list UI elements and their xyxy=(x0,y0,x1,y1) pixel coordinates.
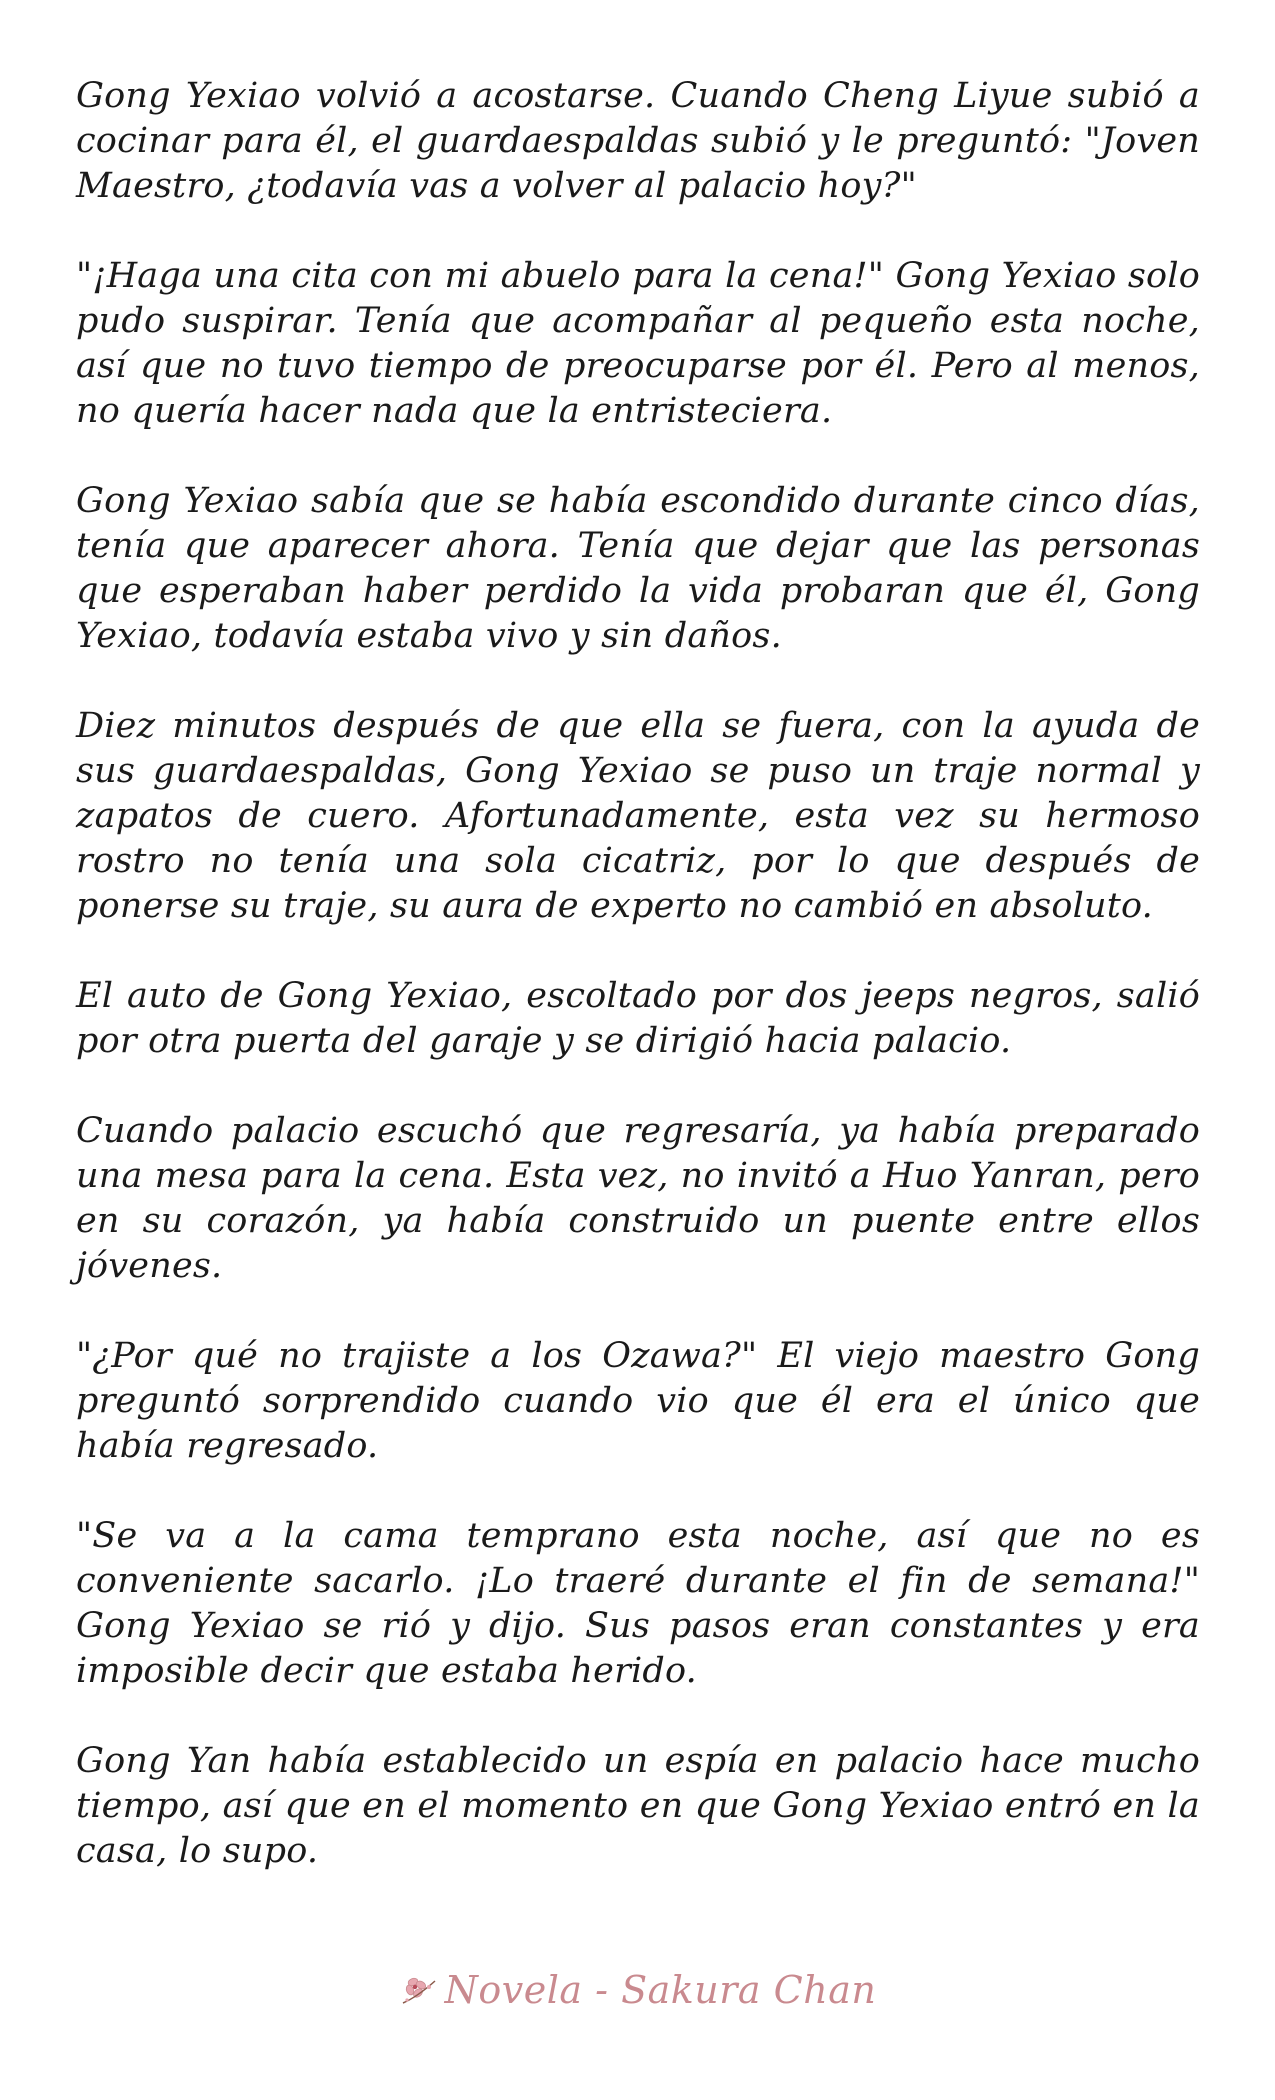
watermark-text: Novela - Sakura Chan xyxy=(444,1968,877,2012)
paragraph: Diez minutos después de que ella se fuera, con la ayuda de sus guardaespaldas, Gong Yexiao se puso un traje normal y zapatos de cuero. Afortunadamente, esta vez su hermoso rostro no tenía una sola cicatriz, por lo que después de ponerse su traje, su aura de experto no cambió en absoluto. xyxy=(76,706,1200,926)
text-column xyxy=(76,74,1200,1919)
paragraph: "Se va a la cama temprano esta noche, así que no es conveniente sacarlo. ¡Lo traeré durante el fin de semana!" Gong Yexiao se rió y dijo. Sus pasos eran constantes y era imposible decir que estaba herido. xyxy=(76,1516,1200,1691)
paragraph: "¡Haga una cita con mi abuelo para la cena!" Gong Yexiao solo pudo suspirar. Tenía que acompañar al pequeño esta noche, así que no tuvo tiempo de preocuparse por él. Pero al menos, no quería hacer nada que la entristeciera. xyxy=(76,256,1200,431)
paragraph: Cuando palacio escuchó que regresaría, ya había preparado una mesa para la cena. Esta vez, no invitó a Huo Yanran, pero en su corazón, ya había construido un puente entre ellos jóvenes. xyxy=(76,1111,1200,1286)
paragraph: Gong Yexiao sabía que se había escondido durante cinco días, tenía que aparecer ahora. Tenía que dejar que las personas que esperaban haber perdido la vida probaran que él, Gong Yexiao, todavía estaba vivo y sin daños. xyxy=(76,481,1200,656)
paragraph: "¿Por qué no trajiste a los Ozawa?" El viejo maestro Gong preguntó sorprendido cuando vio que él era el único que había regresado. xyxy=(76,1336,1200,1466)
sakura-flower-icon xyxy=(399,1973,439,2007)
paragraph: Gong Yexiao volvió a acostarse. Cuando Cheng Liyue subió a cocinar para él, el guardaespaldas subió y le preguntó: "Joven Maestro, ¿todavía vas a volver al palacio hoy?" xyxy=(76,76,1200,206)
paragraph: El auto de Gong Yexiao, escoltado por dos jeeps negros, salió por otra puerta del garaje y se dirigió hacia palacio. xyxy=(76,976,1200,1061)
watermark xyxy=(0,1968,1275,2012)
paragraph: Gong Yan había establecido un espía en palacio hace mucho tiempo, así que en el momento en que Gong Yexiao entró en la casa, lo supo. xyxy=(76,1741,1200,1871)
